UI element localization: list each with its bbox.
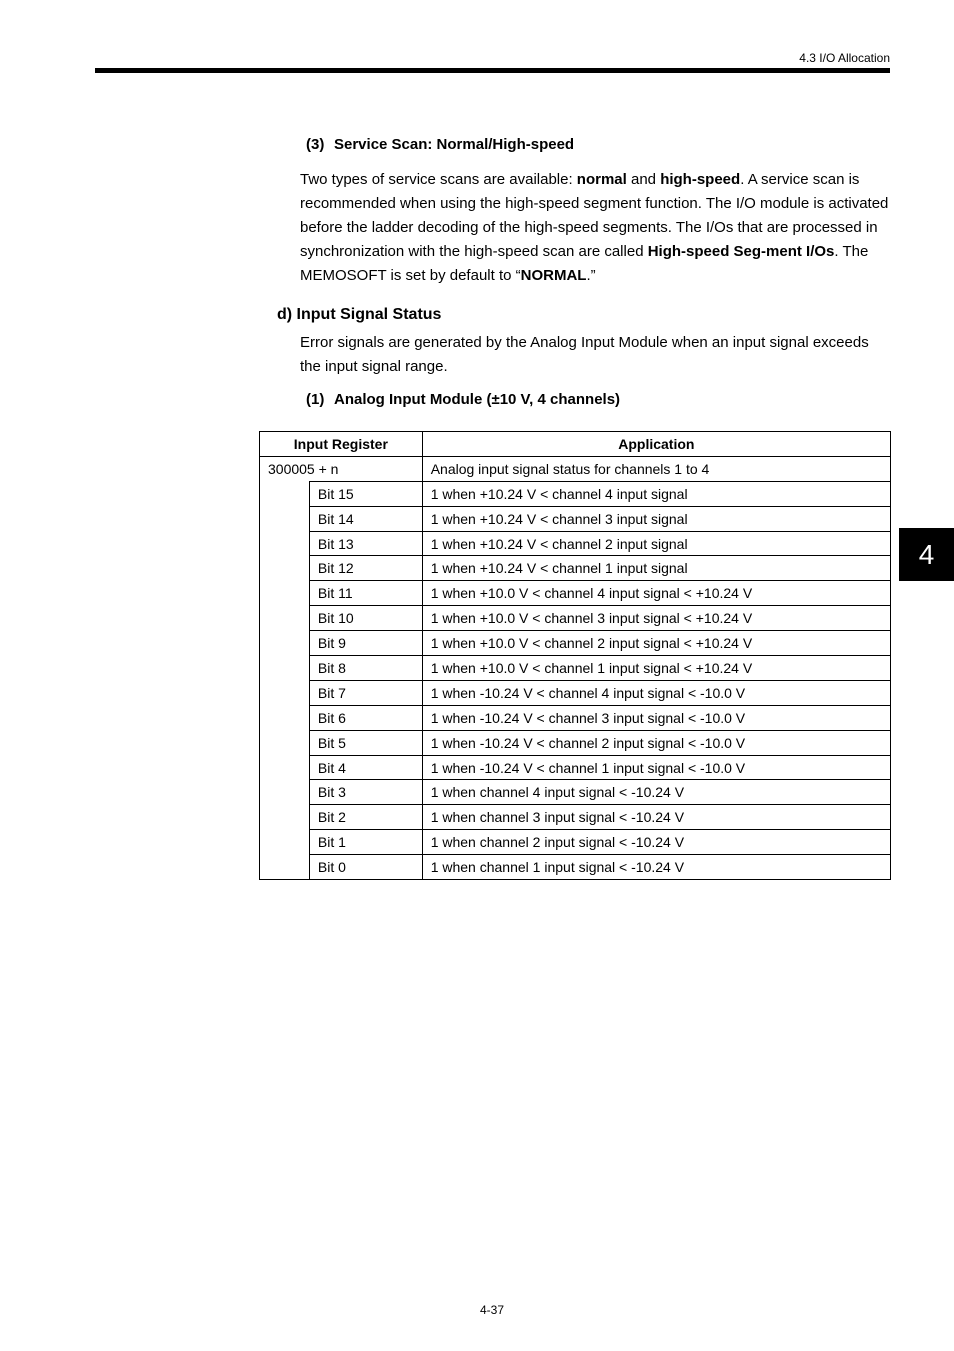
chapter-tab: 4 (899, 528, 954, 581)
column-header-input-register: Input Register (260, 432, 423, 457)
table-row (260, 830, 891, 855)
bit-cell: Bit 9 (309, 631, 422, 656)
input-signal-status-heading: d) Input Signal Status (277, 306, 442, 323)
bit-cell: Bit 8 (309, 656, 422, 681)
analog-input-module-heading (306, 391, 620, 408)
analog-input-module-title: Analog Input Module (±10 V, 4 channels) (334, 391, 621, 408)
table-row (260, 755, 891, 780)
register-application-cell: Analog input signal status for channels 1 to 4 (422, 456, 890, 481)
bit-cell: Bit 11 (309, 581, 422, 606)
application-cell: 1 when -10.24 V < channel 2 input signal < -10.0 V (422, 730, 890, 755)
application-cell: 1 when +10.24 V < channel 2 input signal (422, 531, 890, 556)
input-signal-status-description: Error signals are generated by the Analog Input Module when an input signal exceeds the input signal range. (300, 334, 869, 375)
column-header-application: Application (422, 432, 890, 457)
bit-cell: Bit 5 (309, 730, 422, 755)
bit-cell: Bit 7 (309, 680, 422, 705)
table-row (260, 805, 891, 830)
application-cell: 1 when channel 2 input signal < -10.24 V (422, 830, 890, 855)
application-cell: 1 when -10.24 V < channel 3 input signal < -10.0 V (422, 705, 890, 730)
application-cell: 1 when channel 4 input signal < -10.24 V (422, 780, 890, 805)
text-run: and (626, 171, 661, 188)
table-row (260, 506, 891, 531)
bit-cell: Bit 15 (309, 481, 422, 506)
application-cell: 1 when -10.24 V < channel 4 input signal < -10.0 V (422, 680, 890, 705)
table-row (260, 481, 891, 506)
application-cell: 1 when +10.24 V < channel 3 input signal (422, 506, 890, 531)
bit-cell: Bit 12 (309, 556, 422, 581)
text-run: Two types of service scans are available: (300, 171, 577, 188)
bit-cell: Bit 4 (309, 755, 422, 780)
io-allocation-table (259, 431, 891, 880)
bit-cell: Bit 10 (309, 606, 422, 631)
section-header-label: 4.3 I/O Allocation (799, 51, 890, 65)
text-run: .” (586, 267, 596, 284)
table-row (260, 631, 891, 656)
emphasis-default-normal: NORMAL (520, 267, 587, 284)
application-cell: 1 when +10.24 V < channel 1 input signal (422, 556, 890, 581)
bit-cell: Bit 13 (309, 531, 422, 556)
text-run: . The MEMOSOFT is set by default to “ (300, 243, 869, 284)
emphasis-high-speed: high-speed (660, 171, 741, 188)
bit-cell: Bit 0 (309, 855, 422, 880)
service-scan-heading (306, 136, 574, 153)
service-scan-paragraph (300, 168, 892, 288)
application-cell: 1 when channel 1 input signal < -10.24 V (422, 855, 890, 880)
application-cell: 1 when -10.24 V < channel 1 input signal < -10.0 V (422, 755, 890, 780)
table-row-register (260, 456, 891, 481)
table-row (260, 581, 891, 606)
emphasis-high-speed-segment-ios: High-speed Seg-ment I/Os (647, 243, 835, 260)
table-row (260, 780, 891, 805)
table-header-row (260, 432, 891, 457)
header-rule (95, 68, 890, 73)
bit-cell: Bit 1 (309, 830, 422, 855)
table-row (260, 855, 891, 880)
page-number: 4-37 (479, 1303, 505, 1317)
text-run: . A service scan is recommended when using the high-speed segment function. The I/O module is activated before the ladder decoding of the high-speed segments. The I/Os that are processed in synchronization with the high-speed scan are called (300, 171, 889, 260)
service-scan-title: Service Scan: Normal/High-speed (334, 136, 575, 153)
application-cell: 1 when +10.0 V < channel 4 input signal < +10.24 V (422, 581, 890, 606)
application-cell: 1 when channel 3 input signal < -10.24 V (422, 805, 890, 830)
table-row (260, 556, 891, 581)
emphasis-normal: normal (576, 171, 627, 188)
bit-cell: Bit 3 (309, 780, 422, 805)
application-cell: 1 when +10.0 V < channel 2 input signal < +10.24 V (422, 631, 890, 656)
analog-input-module-number: (1) (306, 391, 325, 408)
bit-cell: Bit 6 (309, 705, 422, 730)
register-indent-cell (260, 481, 310, 879)
application-cell: 1 when +10.0 V < channel 1 input signal < +10.24 V (422, 656, 890, 681)
table-row (260, 656, 891, 681)
service-scan-number: (3) (306, 136, 325, 153)
table-row (260, 730, 891, 755)
bit-cell: Bit 14 (309, 506, 422, 531)
register-cell: 300005 + n (260, 456, 423, 481)
application-cell: 1 when +10.24 V < channel 4 input signal (422, 481, 890, 506)
bit-cell: Bit 2 (309, 805, 422, 830)
table-row (260, 705, 891, 730)
table-row (260, 606, 891, 631)
application-cell: 1 when +10.0 V < channel 3 input signal < +10.24 V (422, 606, 890, 631)
table-row (260, 680, 891, 705)
table-row (260, 531, 891, 556)
